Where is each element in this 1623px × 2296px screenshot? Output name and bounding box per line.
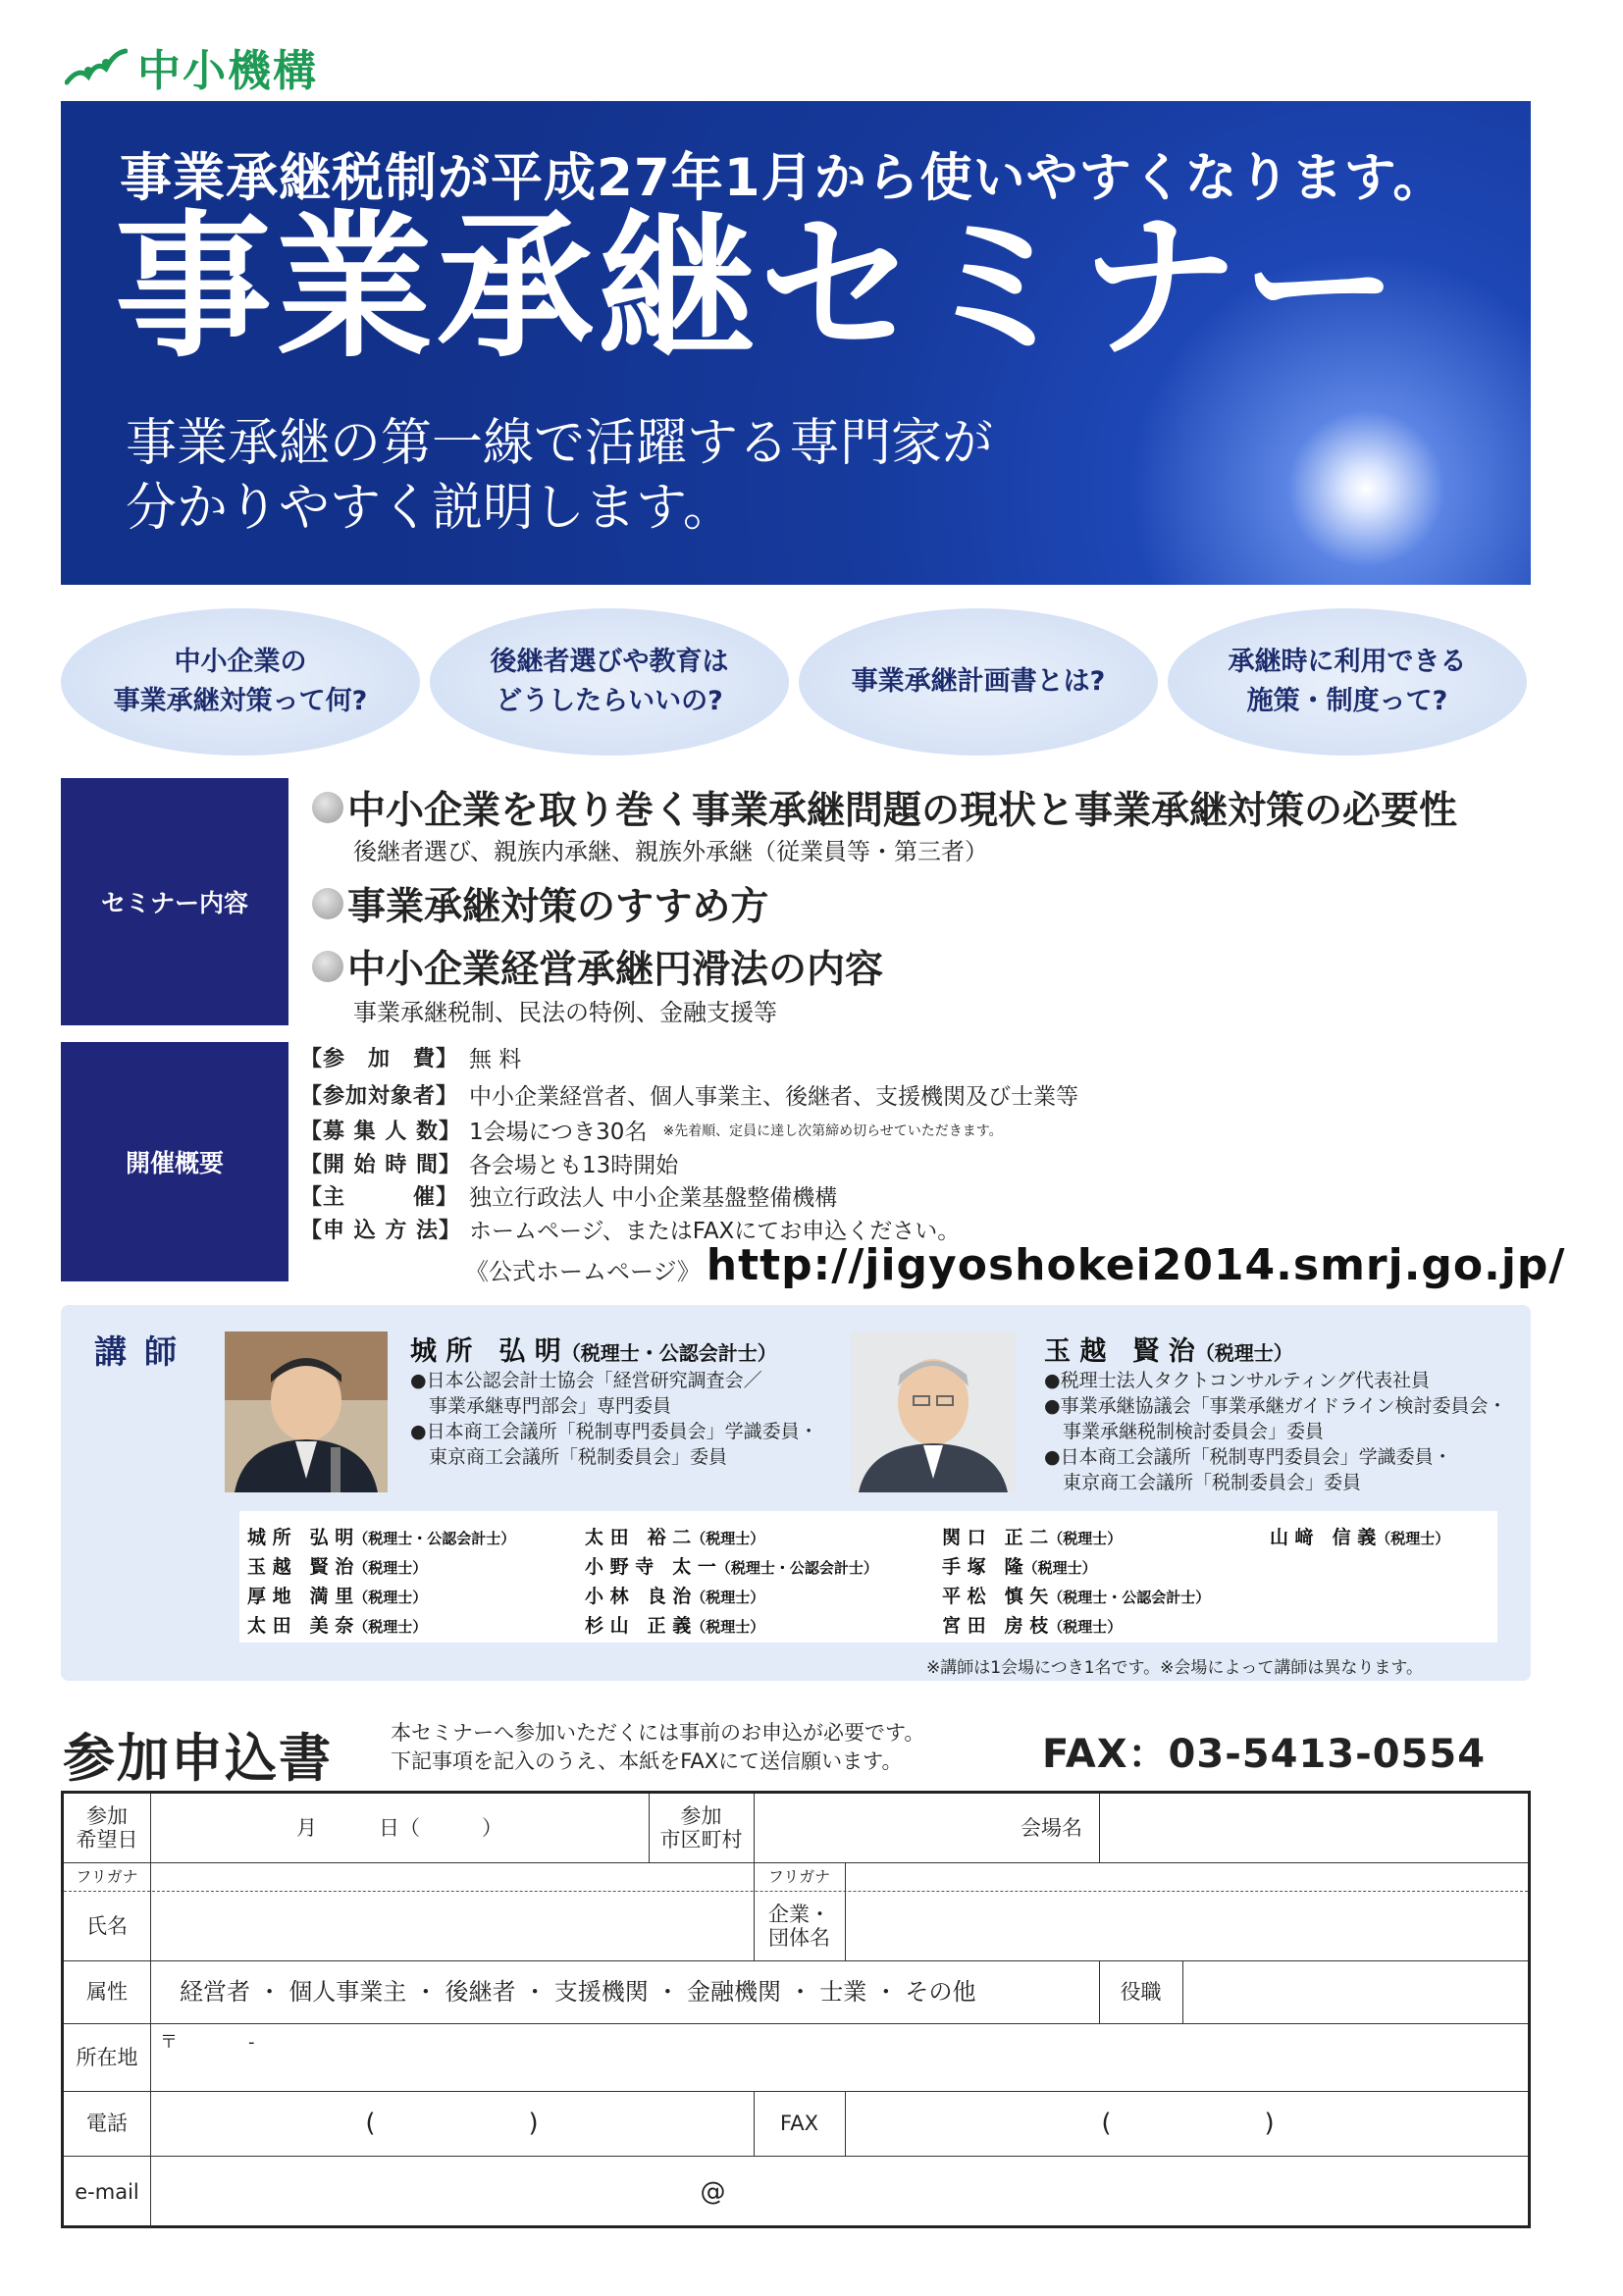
company-label-line: 企業・ — [768, 1902, 830, 1926]
lecturer — [942, 1552, 1097, 1579]
bullet-icon — [312, 951, 343, 982]
application-desc-line: 本セミナーへ参加いただくには事前のお申込が必要です。 — [391, 1721, 925, 1745]
speaker-qualification: （税理士・公認会計士） — [560, 1341, 777, 1365]
speakers-title: 講師 — [94, 1332, 194, 1371]
speaker-name-text: 玉 越 賢 治 — [1044, 1336, 1195, 1367]
speaker-bio-line: 事業承継税制検討委員会」委員 — [1044, 1421, 1325, 1442]
speaker-bio-line: ●事業承継協議会「事業承継ガイドライン検討委員会・ — [1044, 1395, 1507, 1417]
speaker-bio-line: ●日本商工会議所「税制専門委員会」学識委員・ — [1044, 1446, 1452, 1468]
lecturer-qualification: （税理士） — [691, 1618, 765, 1636]
banner-title: 事業承継セミナー — [115, 195, 1403, 379]
lecturer-name: 小 林 良 治 — [585, 1586, 692, 1607]
lecturer-qualification: （税理士・公認会計士） — [1048, 1589, 1211, 1606]
content-item — [312, 876, 768, 931]
overview-value: ホームページ、またはFAXにてお申込ください。 — [469, 1219, 961, 1244]
speaker-name-text: 城 所 弘 明 — [410, 1336, 561, 1367]
application-description — [391, 1719, 924, 1776]
speaker-bio-line: 東京商工会議所「税制委員会」委員 — [1044, 1472, 1362, 1493]
speaker-photo-icon — [851, 1331, 1016, 1492]
content-item-sub: 後継者選び、親族内承継、親族外承継（従業員等・第三者） — [353, 838, 989, 865]
furigana-label: フリガナ — [767, 1866, 831, 1886]
fax-field[interactable]: ( ) — [1101, 2109, 1275, 2138]
lecturer-name: 手 塚 隆 — [942, 1556, 1023, 1578]
question-bubble — [1168, 608, 1527, 756]
email-field[interactable]: @ — [700, 2177, 726, 2207]
lecturer — [247, 1582, 427, 1608]
speaker-bio-line: 東京商工会議所「税制委員会」委員 — [410, 1446, 728, 1468]
company-furigana-field[interactable] — [845, 1862, 1531, 1891]
banner-subtitle: 事業承継税制が平成27年1月から使いやすくなります。 — [120, 148, 1446, 208]
official-homepage — [465, 1240, 1566, 1290]
company-label-line: 団体名 — [768, 1925, 830, 1950]
company-label — [754, 1891, 845, 1960]
content-item — [312, 780, 1457, 835]
overview-key: 【主 催】 — [300, 1185, 459, 1210]
lecturer — [1270, 1523, 1449, 1549]
lecturer-qualification: （税理士） — [1048, 1618, 1123, 1636]
bullet-icon — [312, 792, 343, 823]
lecturer-qualification: （税理士・公認会計士） — [353, 1530, 516, 1547]
question-line: 承継時に利用できる — [1228, 647, 1467, 677]
lecturer — [942, 1582, 1210, 1608]
fax-number: FAX：03-5413-0554 — [1042, 1732, 1487, 1777]
content-item-title: 中小企業経営承継円滑法の内容 — [347, 948, 884, 992]
lecturer — [585, 1552, 878, 1579]
homepage-url-link[interactable]: http://jigyoshokei2014.smrj.go.jp/ — [706, 1240, 1566, 1290]
lecturer-name: 玉 越 賢 治 — [247, 1556, 354, 1578]
lecturer-name: 城 所 弘 明 — [247, 1527, 354, 1548]
venue-label: 会場名 — [1021, 1816, 1082, 1840]
application-desc-line: 下記事項を記入のうえ、本紙をFAXにて送信願います。 — [391, 1749, 903, 1773]
fax-label: FAX — [780, 2112, 818, 2135]
lecturer-qualification: （税理士） — [1048, 1530, 1123, 1547]
question-bubble — [61, 608, 420, 756]
lecturer-name: 太 田 美 奈 — [247, 1615, 354, 1637]
overview-key: 【開 始 時 間】 — [300, 1153, 461, 1177]
lecturer-qualification: （税理士） — [1376, 1530, 1450, 1547]
overview-row — [300, 1180, 837, 1211]
overview-row — [300, 1115, 1003, 1145]
overview-row — [300, 1148, 678, 1178]
speaker-2-bio — [1044, 1368, 1506, 1495]
question-line: 後継者選びや教育は — [490, 647, 729, 677]
banner-desc-line-2: 分かりやすく説明します。 — [126, 479, 734, 538]
speaker-photo — [851, 1331, 1016, 1492]
position-field[interactable] — [1182, 1960, 1531, 2023]
lecturer — [585, 1523, 764, 1549]
speaker-1-name — [410, 1330, 777, 1368]
speaker-1-bio — [410, 1368, 818, 1470]
city-label-line: 参加 — [680, 1804, 722, 1828]
lecturer-name: 宮 田 房 枝 — [942, 1615, 1049, 1637]
overview-value: 1会場につき30名 — [469, 1120, 648, 1145]
question-bubble — [430, 608, 789, 756]
overview-key: 【参加対象者】 — [300, 1084, 459, 1109]
address-field[interactable]: 〒 - — [160, 2032, 255, 2053]
lecturer-qualification: （税理士） — [691, 1589, 765, 1606]
speaker-bio-line: ●日本公認会計士協会「経営研究調査会／ — [410, 1370, 762, 1391]
speaker-photo — [225, 1331, 388, 1492]
furigana-label: フリガナ — [76, 1866, 138, 1886]
lecturer — [585, 1582, 764, 1608]
lecturer-qualification: （税理士） — [691, 1530, 765, 1547]
logo — [65, 37, 318, 96]
overview-value: 中小企業経営者、個人事業主、後継者、支援機関及び士業等 — [469, 1084, 1078, 1110]
lecturer-name: 平 松 慎 矢 — [942, 1586, 1049, 1607]
application-title: 参加申込書 — [63, 1729, 333, 1789]
logo-mark-icon — [65, 47, 128, 86]
lecturer — [247, 1611, 427, 1638]
overview-key: 【申 込 方 法】 — [300, 1219, 461, 1243]
lecturer-name: 山 﨑 信 義 — [1270, 1527, 1377, 1548]
speaker-photo-icon — [225, 1331, 388, 1492]
lecturer-qualification: （税理士） — [1022, 1559, 1097, 1577]
lecturer-qualification: （税理士） — [353, 1559, 428, 1577]
homepage-label: 《公式ホームページ》 — [465, 1258, 701, 1285]
content-item — [312, 939, 883, 994]
lecturer-name: 小 野 寺 太 一 — [585, 1556, 716, 1578]
lecturer — [585, 1611, 764, 1638]
overview-value: 独立行政法人 中小企業基盤整備機構 — [469, 1185, 838, 1211]
overview-label: 開催概要 — [61, 1042, 288, 1281]
overview-key: 【募 集 人 数】 — [300, 1120, 461, 1144]
attribute-label: 属性 — [86, 1980, 128, 2004]
seminar-content-label: セミナー内容 — [61, 778, 288, 1025]
speaker-qualification: （税理士） — [1194, 1341, 1293, 1365]
overview-value: 各会場とも13時開始 — [469, 1153, 679, 1178]
question-bubble — [799, 608, 1158, 756]
content-item-title: 事業承継対策のすすめ方 — [347, 885, 769, 929]
lecturer-note: ※講師は1会場につき1名です。※会場によって講師は異なります。 — [926, 1658, 1424, 1678]
company-field[interactable] — [845, 1891, 1531, 1960]
phone-field[interactable]: ( ) — [365, 2109, 539, 2138]
city-field[interactable] — [754, 1794, 1004, 1862]
lecturer-name: 杉 山 正 義 — [585, 1615, 692, 1637]
phone-label: 電話 — [86, 2112, 128, 2135]
question-line: 中小企業の — [174, 647, 307, 677]
lecturer-qualification: （税理士） — [353, 1618, 428, 1636]
overview-note: ※先着順、定員に達し次第締め切らせていただきます。 — [662, 1122, 1003, 1139]
lecturer — [942, 1523, 1122, 1549]
date-label-line: 参加 — [86, 1804, 128, 1828]
question-line: どうしたらいいの? — [496, 686, 723, 716]
date-label-line: 希望日 — [76, 1828, 138, 1852]
lecturer-qualification: （税理士） — [353, 1589, 428, 1606]
lecturer-name: 太 田 裕 二 — [585, 1527, 692, 1548]
question-line: 事業承継計画書とは? — [851, 666, 1106, 697]
question-line: 事業承継対策って何? — [113, 686, 368, 716]
speaker-bio-line: ●税理士法人タクトコンサルティング代表社員 — [1044, 1370, 1430, 1391]
lecturer-name: 厚 地 満 里 — [247, 1586, 354, 1607]
overview-row — [300, 1042, 521, 1072]
hero-banner — [61, 101, 1531, 585]
question-line: 施策・制度って? — [1246, 686, 1448, 716]
overview-row — [300, 1079, 1078, 1110]
lecturer — [247, 1552, 427, 1579]
overview-value: 無 料 — [469, 1047, 522, 1072]
overview-key: 【参 加 費】 — [300, 1047, 459, 1071]
application-form — [61, 1791, 1531, 2228]
content-item-title: 中小企業を取り巻く事業承継問題の現状と事業承継対策の必要性 — [347, 789, 1458, 833]
name-field[interactable] — [150, 1891, 754, 1960]
speaker-2-name — [1044, 1330, 1293, 1368]
name-label: 氏名 — [86, 1913, 128, 1938]
lecturer — [942, 1611, 1122, 1638]
venue-field[interactable] — [1099, 1794, 1531, 1862]
lecturer — [247, 1523, 515, 1549]
banner-desc-line-1: 事業承継の第一線で活躍する専門家が — [126, 414, 994, 473]
city-label-line: 市区町村 — [659, 1828, 743, 1852]
email-label: e-mail — [75, 2180, 139, 2204]
content-item-sub: 事業承継税制、民法の特例、金融支援等 — [353, 999, 777, 1026]
city-label — [649, 1794, 754, 1862]
address-label: 所在地 — [76, 2045, 138, 2069]
bullet-icon — [312, 888, 343, 919]
speaker-bio-line: 事業承継専門部会」専門委員 — [410, 1395, 672, 1417]
date-field[interactable]: 月 日（ ） — [296, 1816, 502, 1840]
banner-description — [126, 411, 1205, 541]
lecturer-name: 関 口 正 二 — [942, 1527, 1049, 1548]
attribute-options[interactable]: 経営者 ・ 個人事業主 ・ 後継者 ・ 支援機関 ・ 金融機関 ・ 士業 ・ その他 — [180, 1978, 976, 2006]
position-label: 役職 — [1120, 1980, 1162, 2004]
speaker-bio-line: ●日本商工会議所「税制専門委員会」学識委員・ — [410, 1421, 818, 1442]
date-label — [64, 1794, 150, 1862]
logo-text: 中小機構 — [137, 46, 318, 96]
lecturer-qualification: （税理士・公認会計士） — [715, 1559, 878, 1577]
name-furigana-field[interactable] — [150, 1862, 754, 1891]
